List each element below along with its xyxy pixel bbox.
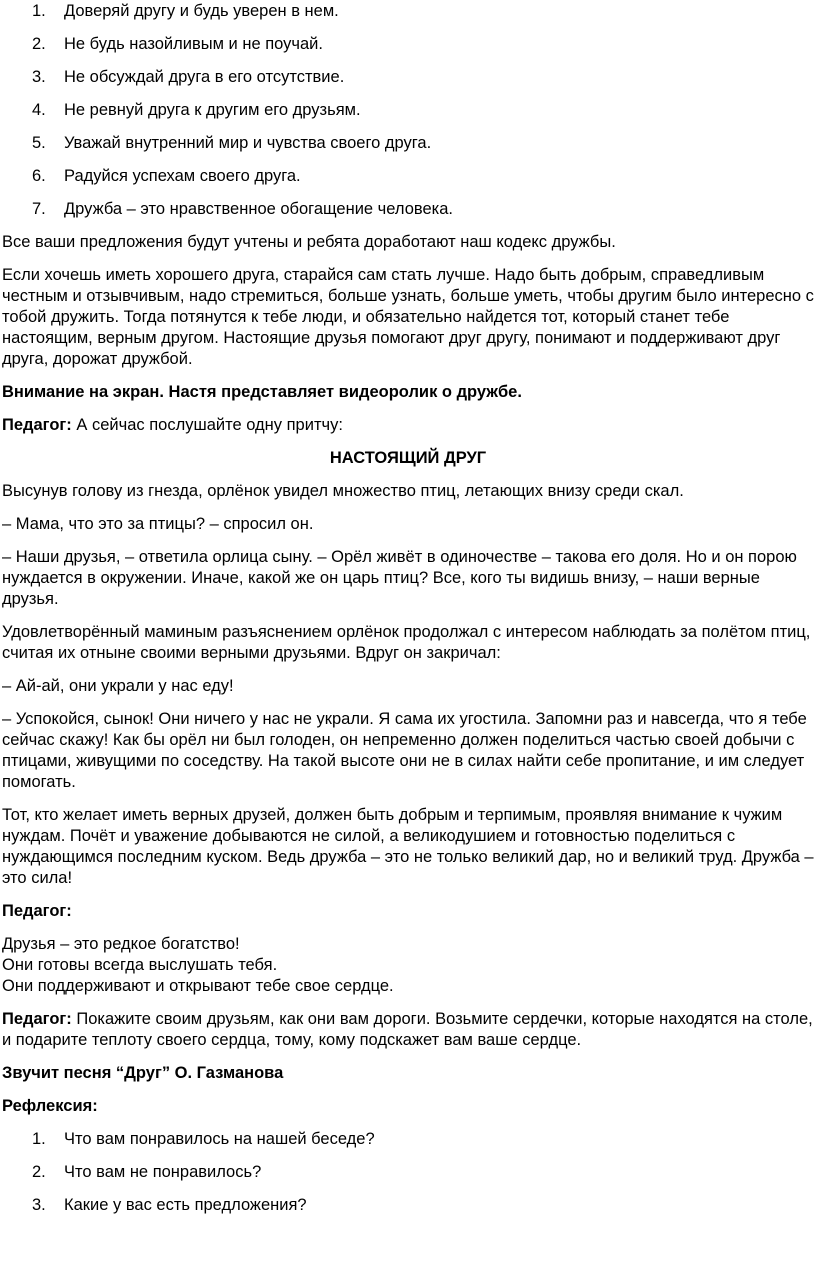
teacher-text: А сейчас послушайте одну притчу: [71, 416, 343, 434]
list-item-text: Дружба – это нравственное обогащение человека. [64, 200, 453, 218]
list-item: 1. Доверяй другу и будь уверен в нем. [32, 2, 339, 20]
parable-paragraph: Тот, кто желает иметь верных друзей, должен быть добрым и терпимым, проявляя внимание к чужим нуждам. Почёт и уважение добываются не силой, а великодушием и готовностью поделиться с нуждающимся последним куском. Ведь дружба – это не только великий дар, но и великий труд. Дружба – это сила! [2, 806, 814, 887]
list-item: 5. Уважай внутренний мир и чувства своего друга. [32, 134, 432, 152]
list-item: 2. Не будь назойливым и не поучай. [32, 35, 323, 53]
poem-line: Они поддерживают и открывают тебе свое сердце. [2, 977, 394, 995]
list-item: 4. Не ревнуй друга к другим его друзьям. [32, 101, 361, 119]
list-item-text: Доверяй другу и будь уверен в нем. [64, 2, 339, 20]
paragraph-suggestions: Все ваши предложения будут учтены и ребята доработают наш кодекс дружбы. [2, 233, 616, 251]
poem-line: Они готовы всегда выслушать тебя. [2, 956, 278, 974]
attention-heading: Внимание на экран. Настя представляет видеоролик о дружбе. [2, 383, 522, 401]
reflection-heading: Рефлексия: [2, 1097, 98, 1115]
list-item: 2. Что вам не понравилось? [32, 1163, 262, 1181]
list-item: 7. Дружба – это нравственное обогащение человека. [32, 200, 453, 218]
list-item: 6. Радуйся успехам своего друга. [32, 167, 301, 185]
parable-title: НАСТОЯЩИЙ ДРУГ [329, 449, 487, 467]
parable-paragraph: – Ай-ай, они украли у нас еду! [2, 677, 234, 695]
teacher-label: Педагог: [2, 1010, 72, 1028]
list-item-text: Радуйся успехам своего друга. [64, 167, 301, 185]
poem [2, 934, 814, 997]
list-item: 3. Какие у вас есть предложения? [32, 1196, 307, 1214]
list-item-text: Не ревнуй друга к другим его друзьям. [64, 101, 361, 119]
friendship-code-list [2, 0, 814, 220]
teacher-text: Покажите своим друзьям, как они вам дороги. Возьмите сердечки, которые находятся на столе, и подарите теплоту своего сердца, тому, кому подскажет вам ваше сердце. [2, 1010, 813, 1049]
list-item: 3. Не обсуждай друга в его отсутствие. [32, 68, 345, 86]
parable-paragraph: – Успокойся, сынок! Они ничего у нас не украли. Я сама их угостила. Запомни раз и навсегда, что я тебе сейчас скажу! Как бы орёл ни был голоден, он непременно должен поделиться частью своей добычи с птицами, живущими по соседству. На такой высоте они не в силах найти себе пропитание, и им следует помогать. [2, 710, 807, 791]
poem-line: Друзья – это редкое богатство! [2, 935, 240, 953]
list-item-text: Не будь назойливым и не поучай. [64, 35, 323, 53]
teacher-line [2, 415, 814, 436]
list-item: 1. Что вам понравилось на нашей беседе? [32, 1130, 375, 1148]
parable-paragraph: – Мама, что это за птицы? – спросил он. [2, 515, 314, 533]
teacher-label: Педагог: [2, 416, 72, 434]
parable-paragraph: – Наши друзья, – ответила орлица сыну. – Орёл живёт в одиночестве – такова его доля. Но и он порою нуждается в окружении. Иначе, какой же он царь птиц? Все, кого ты видишь внизу, – наши верные друзья. [2, 548, 797, 608]
list-item-text: Что вам понравилось на нашей беседе? [64, 1130, 375, 1148]
parable-paragraph: Высунув голову из гнезда, орлёнок увидел множество птиц, летающих внизу среди скал. [2, 482, 684, 500]
paragraph-good-friend: Если хочешь иметь хорошего друга, старайся сам стать лучше. Надо быть добрым, справедливым честным и отзывчивым, надо стремиться, больше узнать, больше уметь, чтобы другим было интересно с тобой дружить. Тогда потянутся к тебе люди, и обязательно найдется тот, который станет тебе настоящим, верным другом. Настоящие друзья помогают друг другу, понимают и поддерживают друг друга, дорожат дружбой. [2, 266, 814, 368]
list-item-text: Уважай внутренний мир и чувства своего друга. [64, 134, 432, 152]
list-item-text: Что вам не понравилось? [64, 1163, 262, 1181]
reflection-question-list [2, 1129, 814, 1216]
teacher-line [2, 1009, 814, 1051]
teacher-label-heading: Педагог: [2, 902, 72, 920]
list-item-text: Какие у вас есть предложения? [64, 1196, 307, 1214]
parable-paragraph: Удовлетворённый маминым разъяснением орлёнок продолжал с интересом наблюдать за полётом птиц, считая их отныне своими верными друзьями. Вдруг он закричал: [2, 623, 811, 662]
song-heading: Звучит песня “Друг” О. Газманова [2, 1064, 284, 1082]
list-item-text: Не обсуждай друга в его отсутствие. [64, 68, 345, 86]
